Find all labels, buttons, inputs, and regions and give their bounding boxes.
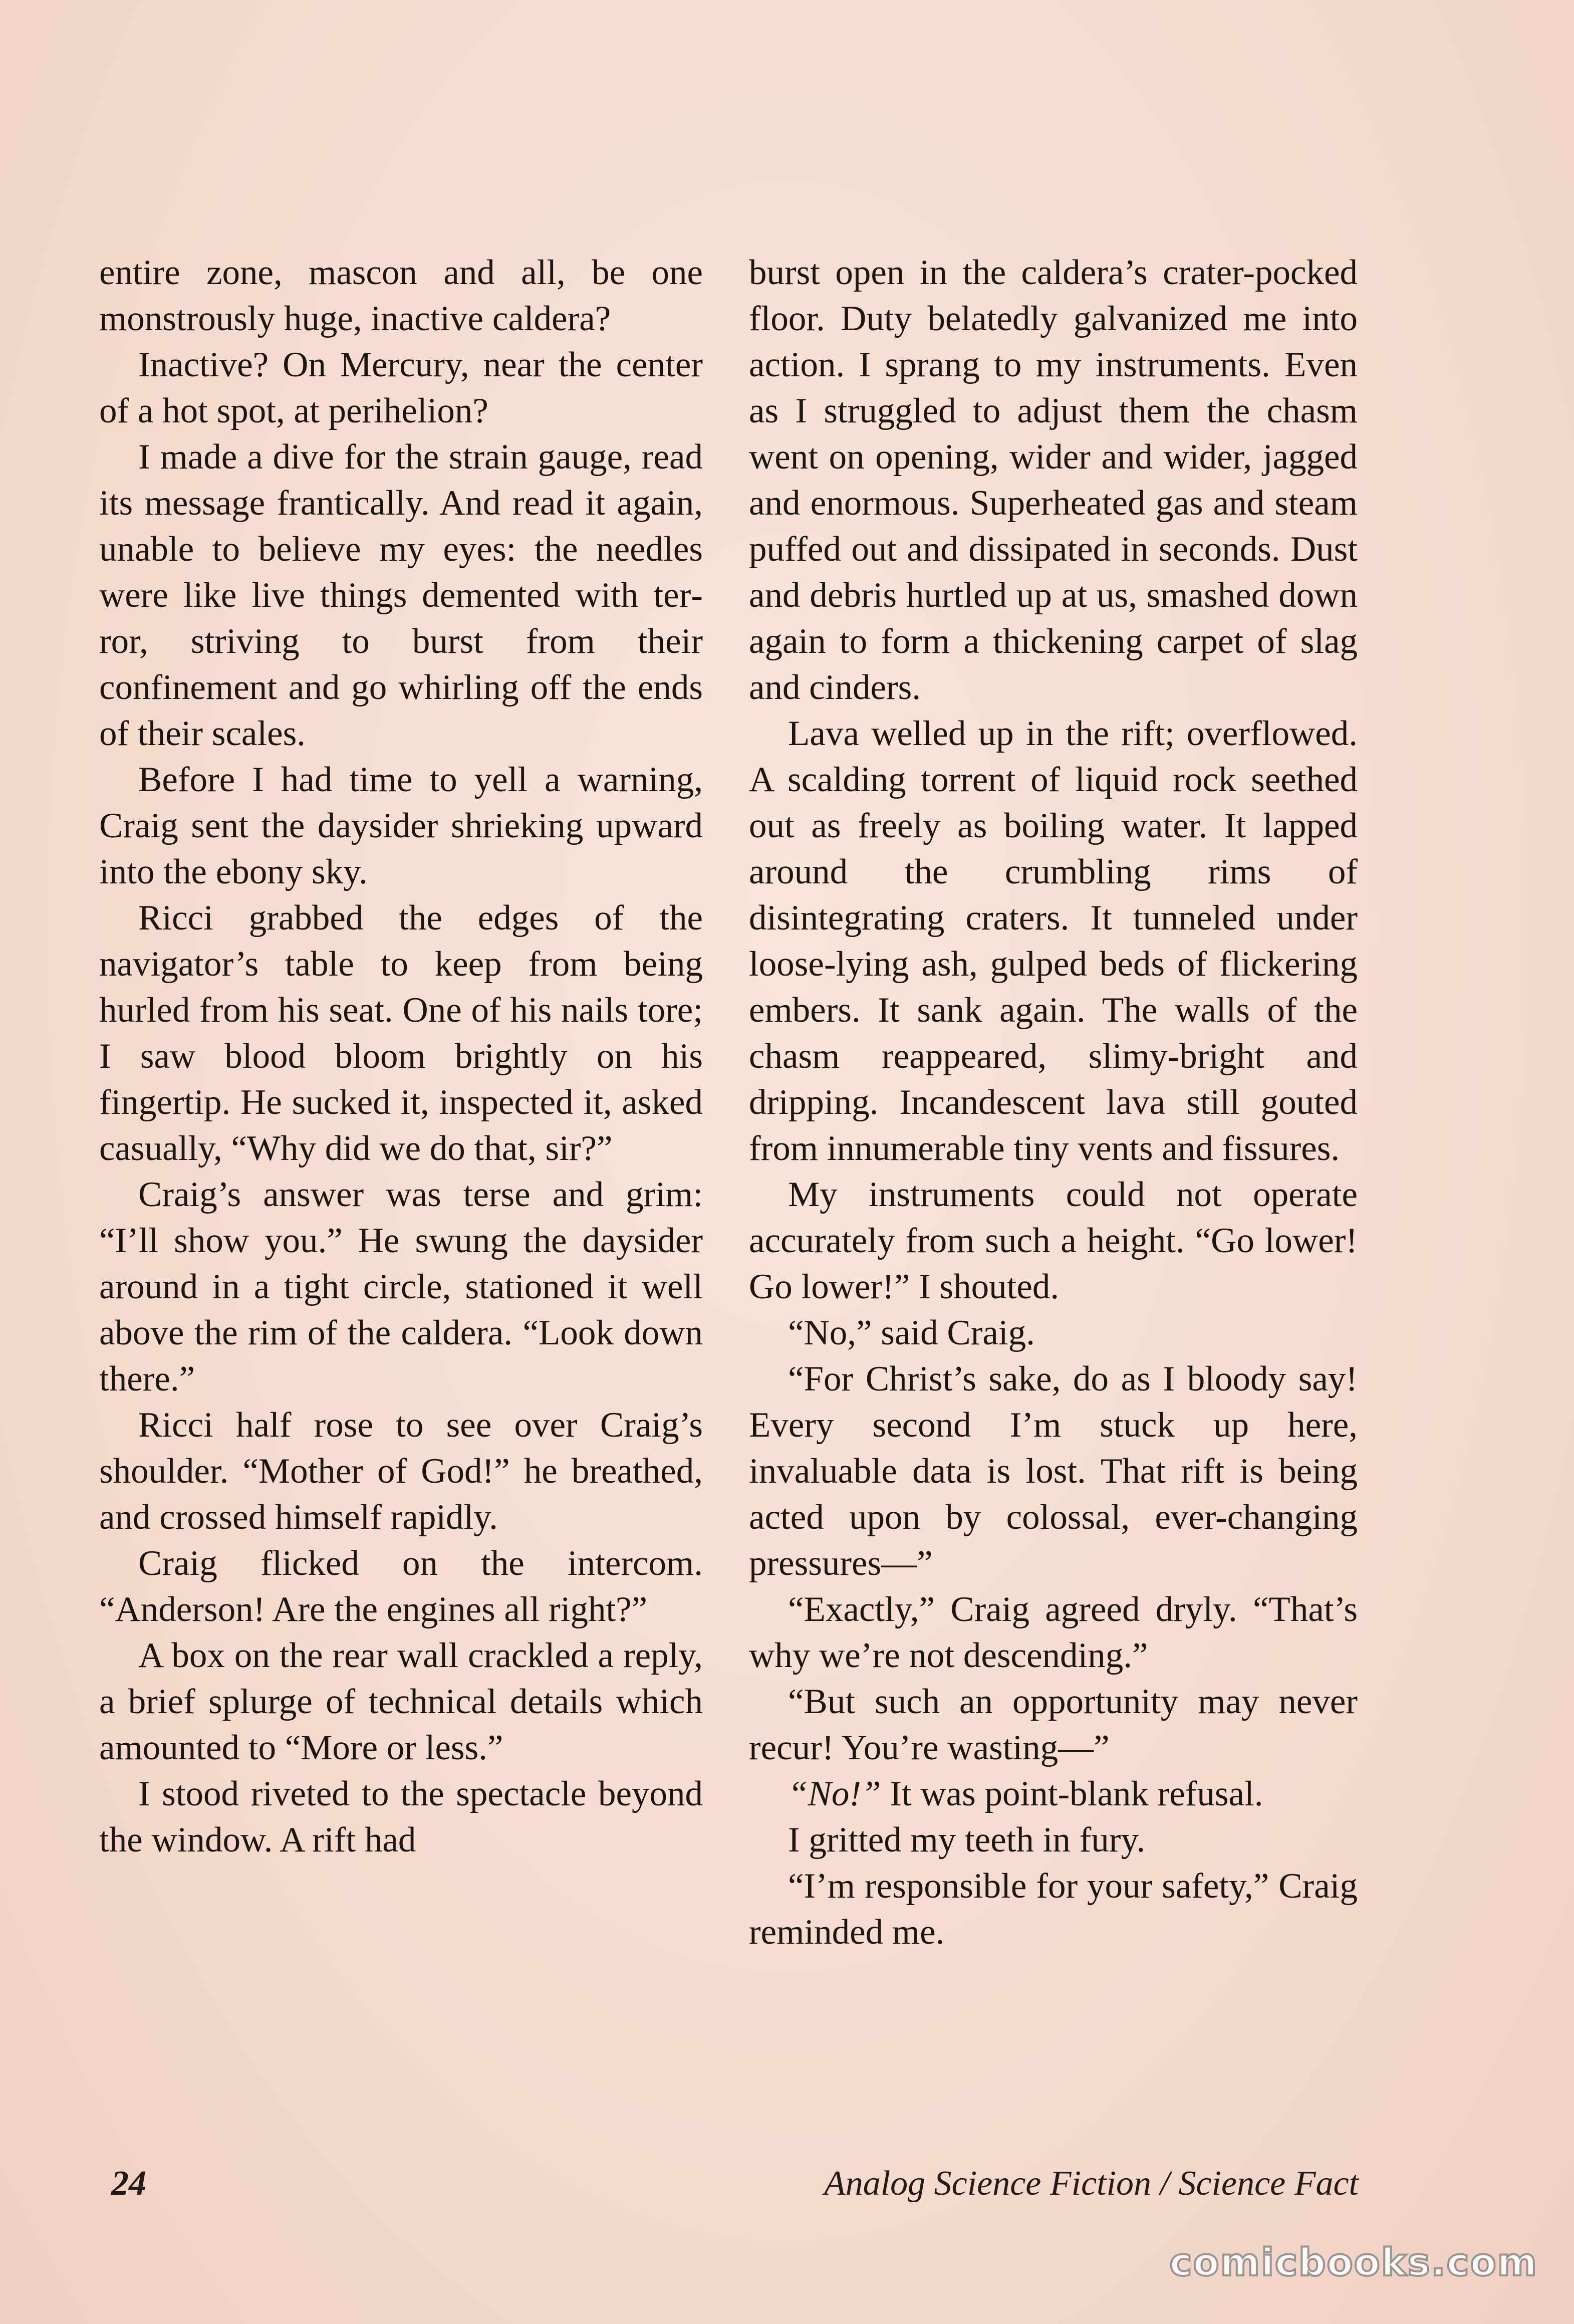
- paragraph: “But such an opportunity may never recur! You’re wasting—”: [749, 1682, 1358, 1767]
- paragraph: Craig’s answer was terse and grim: “I’ll show you.” He swung the daysider around in a tight circle, stationed it well above the rim of the caldera. “Look down there.”: [99, 1175, 703, 1399]
- paragraph: “No,” said Craig.: [788, 1313, 1035, 1352]
- right-text-column: [749, 250, 1358, 1955]
- paragraph: My instruments could not operate accurately from such a height. “Go lower! Go lower!” I shouted.: [749, 1175, 1358, 1306]
- italic-lead: “No!”: [788, 1774, 881, 1813]
- paragraph: “Exactly,” Craig agreed dryly. “That’s why we’re not descending.”: [749, 1590, 1358, 1675]
- paragraph: “For Christ’s sake, do as I bloody say! Every second I’m stuck up here, invaluable data is lost. That rift is being acted upon by colossal, ever-changing pressures—”: [749, 1359, 1358, 1583]
- paragraph: [749, 1771, 1358, 1817]
- paragraph: “I’m responsible for your safety,” Craig reminded me.: [749, 1867, 1358, 1952]
- paragraph: burst open in the caldera’s crater-pocked floor. Duty belatedly galvanized me into action. I sprang to my instruments. Even as I struggled to adjust them the chasm went on opening, wider and wider, jagged and enormous. Superheated gas and steam puffed out and dissipated in seconds. Dust and debris hurtled up at us, smashed down again to form a thickening carpet of slag and cinders.: [749, 253, 1358, 707]
- paragraph: Ricci half rose to see over Craig’s shoulder. “Mother of God!” he breathed, and crossed himself rapidly.: [99, 1406, 703, 1537]
- paragraph: Lava welled up in the rift; overflowed. A scalding torrent of liquid rock seethed out as freely as boiling water. It lapped around the crumbling rims of disintegrating craters. It tunneled under loose-lying ash, gulped beds of flickering embers. It sank again. The walls of the chasm reappeared, slimy-bright and dripping. Incandescent lava still gouted from innumerable tiny vents and fissures.: [749, 714, 1358, 1168]
- running-footer: Analog Science Fiction / Science Fact: [824, 2164, 1359, 2203]
- paragraph: I made a dive for the strain gauge, read its message frantically. And read it again, unable to believe my eyes: the needles were like live things demented with terror, striving to burst from their confinement and go whirling off the ends of their scales.: [99, 437, 703, 753]
- watermark: comicbooks.com: [1169, 2240, 1538, 2284]
- paragraph: I stood riveted to the spectacle beyond the window. A rift had: [99, 1774, 703, 1860]
- paragraph: Inactive? On Mercury, near the center of a hot spot, at perihelion?: [99, 345, 703, 430]
- paragraph: I gritted my teeth in fury.: [788, 1820, 1146, 1860]
- paragraph: entire zone, mascon and all, be one monstrously huge, inactive caldera?: [99, 253, 703, 338]
- paragraph: Craig flicked on the intercom. “Anderson! Are the engines all right?”: [99, 1544, 703, 1629]
- paragraph: Before I had time to yell a warning, Craig sent the daysider shrieking upward into the ebony sky.: [99, 760, 703, 891]
- paragraph: Ricci grabbed the edges of the navigator’s table to keep from being hurled from his seat. One of his nails tore; I saw blood bloom brightly on his fingertip. He sucked it, inspected it, asked casually, “Why did we do that, sir?”: [99, 898, 703, 1168]
- paragraph-text: It was point-blank refusal.: [890, 1774, 1263, 1813]
- page-number: 24: [111, 2164, 146, 2203]
- left-text-column: [99, 250, 703, 1863]
- paragraph: A box on the rear wall crackled a reply, a brief splurge of technical details which amounted to “More or less.”: [99, 1636, 703, 1767]
